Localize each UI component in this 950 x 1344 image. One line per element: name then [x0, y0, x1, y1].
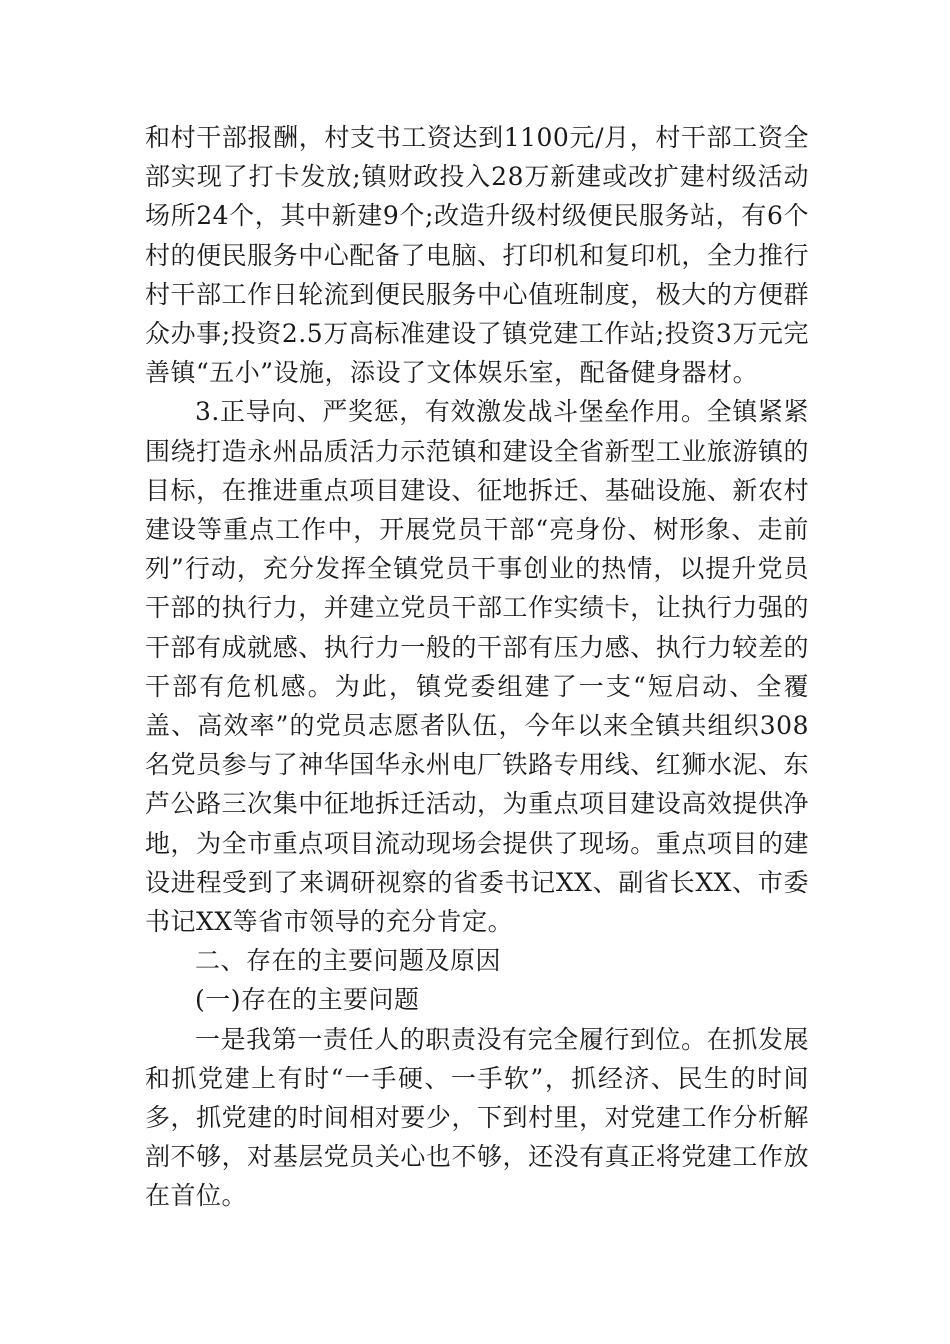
paragraph-guidance: 3.正导向、严奖惩，有效激发战斗堡垒作用。全镇紧紧围绕打造永州品质活力示范镇和建设全省新型工业旅游镇的目标，在推进重点项目建设、征地拆迁、基础设施、新农村建设等重点工作中，开展党员干部“亮身份、树形象、走前列”行动，充分发挥全镇党员干事创业的热情，以提升党员干部的执行力，并建立党员干部工作实绩卡，让执行力强的干部有成就感、执行力一般的干部有压力感、执行力较差的干部有危机感。为此，镇党委组建了一支“短启动、全覆盖、高效率”的党员志愿者队伍，今年以来全镇共组织308名党员参与了神华国华永州电厂铁路专用线、红狮水泥、东芦公路三次集中征地拆迁活动，为重点项目建设高效提供净地，为全市重点项目流动现场会提供了现场。重点项目的建设进程受到了来调研视察的省委书记XX、副省长XX、市委书记XX等省市领导的充分肯定。 [145, 397, 809, 937]
section-heading-problems: 二、存在的主要问题及原因 [195, 946, 502, 976]
paragraph-benefits: 和村干部报酬，村支书工资达到1100元/月，村干部工资全部实现了打卡发放;镇财政投入28万新建或改扩建村级活动场所24个，其中新建9个;改造升级村级便民服务站，有6个村的便民服务中心配备了电脑、打印机和复印机，全力推行村干部工作日轮流到便民服务中心值班制度，极大的方便群众办事;投资2.5万高标准建设了镇党建工作站;投资3万元完善镇“五小”设施，添设了文体娱乐室，配备健身器材。 [145, 123, 809, 388]
document-body [145, 118, 809, 1216]
subsection-heading-main-problems: (一)存在的主要问题 [195, 985, 420, 1015]
paragraph-first-problem: 一是我第一责任人的职责没有完全履行到位。在抓发展和抓党建上有时“一手硬、一手软”，抓经济、民生的时间多，抓党建的时间相对要少，下到村里，对党建工作分析解剖不够，对基层党员关心也不够，还没有真正将党建工作放在首位。 [145, 1024, 809, 1211]
